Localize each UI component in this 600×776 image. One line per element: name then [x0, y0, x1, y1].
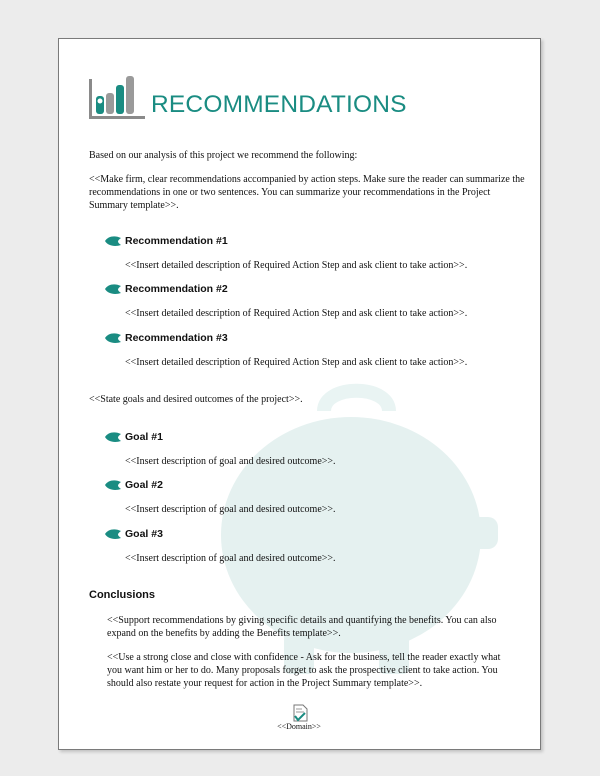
bullet-icon — [104, 235, 122, 247]
bar-chart-logo-icon — [87, 71, 147, 123]
conclusions-heading: Conclusions — [89, 589, 156, 601]
bullet-icon — [104, 332, 122, 344]
page-title: RECOMMENDATIONS — [151, 91, 407, 118]
recommendation-title: Recommendation #1 — [125, 235, 228, 247]
recommendation-title: Recommendation #2 — [125, 283, 228, 295]
goal-title: Goal #2 — [125, 479, 163, 491]
document-check-icon — [291, 704, 309, 724]
document-page — [58, 38, 541, 750]
goal-description: <<Insert description of goal and desired outcome>>. — [125, 553, 336, 564]
goals-intro-text: <<State goals and desired outcomes of the project>>. — [89, 394, 303, 405]
recommendation-description: <<Insert detailed description of Required Action Step and ask client to take action>>. — [125, 357, 468, 368]
bullet-icon — [104, 283, 122, 295]
recommendation-title: Recommendation #3 — [125, 332, 228, 344]
domain-label: <<Domain>> — [277, 722, 321, 731]
conclusions-paragraph: <<Support recommendations by giving specific details and quantifying the benefits. You can also expand on the benefits by adding the Benefits template>>. — [107, 615, 497, 639]
goal-title: Goal #3 — [125, 528, 163, 540]
bullet-icon — [104, 431, 122, 443]
conclusions-paragraph: <<Use a strong close and close with confidence - Ask for the business, tell the reader exactly what you want him or her to do. Many proposals forget to ask the prospective client to take action. You should also restate your request for action in the Project Summary template>>. — [107, 652, 501, 689]
goal-title: Goal #1 — [125, 431, 163, 443]
goal-description: <<Insert description of goal and desired outcome>>. — [125, 504, 336, 515]
recommendation-description: <<Insert detailed description of Required Action Step and ask client to take action>>. — [125, 308, 468, 319]
intro-text: Based on our analysis of this project we recommend the following: — [89, 150, 358, 161]
instruction-text: <<Make firm, clear recommendations accompanied by action steps. Make sure the reader can summarize the recommendations in one or two sentences. You can summarize your recommendations in the Project Summary template>>. — [89, 174, 525, 211]
goal-description: <<Insert description of goal and desired outcome>>. — [125, 456, 336, 467]
bullet-icon — [104, 528, 122, 540]
bullet-icon — [104, 479, 122, 491]
recommendation-description: <<Insert detailed description of Required Action Step and ask client to take action>>. — [125, 260, 468, 271]
